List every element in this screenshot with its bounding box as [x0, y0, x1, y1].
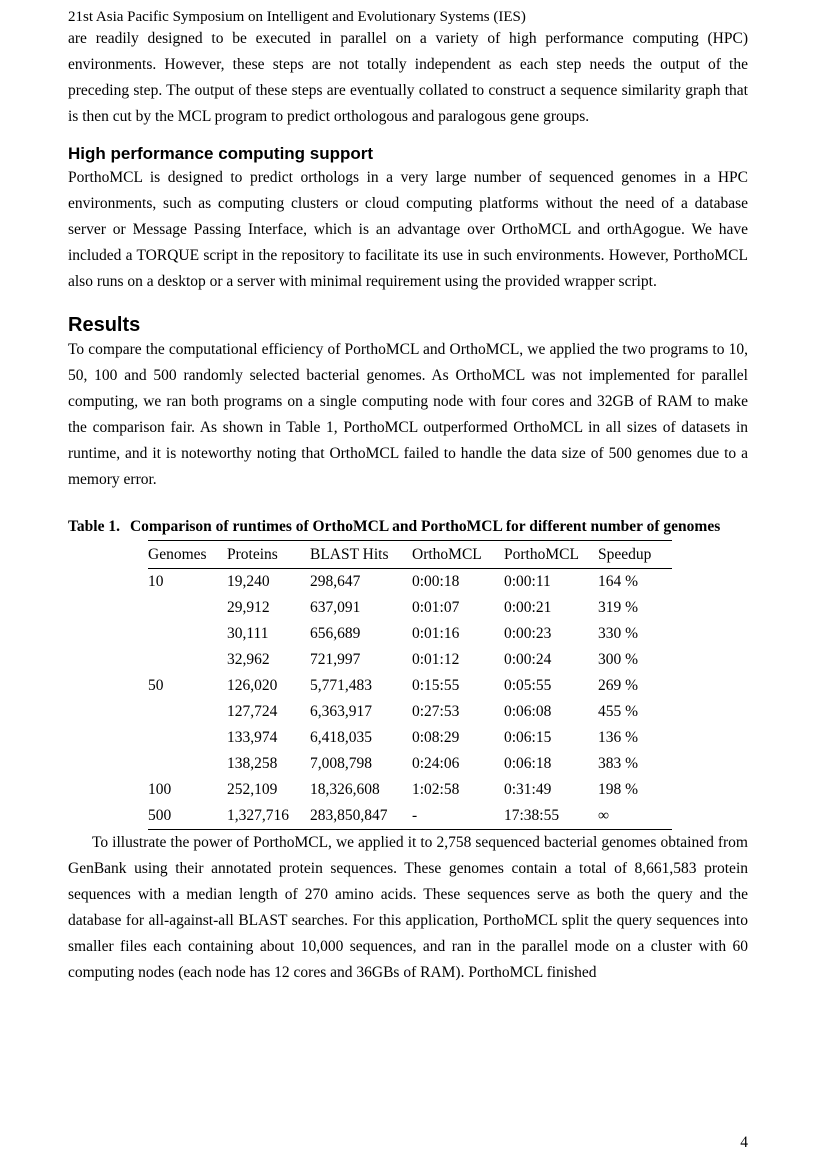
column-header-orthomcl: OrthoMCL: [412, 541, 504, 569]
table-cell: 198 %: [598, 781, 639, 798]
table-cell: 0:06:15: [504, 729, 552, 746]
table-cell: 100: [148, 781, 172, 798]
table-caption: [68, 514, 748, 540]
table-cell: [148, 621, 227, 647]
table-cell: 1,327,716: [227, 807, 289, 824]
table-cell: 656,689: [310, 625, 361, 642]
table-cell: 0:05:55: [504, 677, 552, 694]
table-cell: 330 %: [598, 625, 639, 642]
table-row: [148, 595, 672, 621]
table-cell: 0:00:11: [504, 573, 551, 590]
table-cell: 300 %: [598, 651, 639, 668]
table-cell: 10: [148, 573, 164, 590]
heading-hpc-support: High performance computing support: [68, 144, 374, 163]
table-cell: 0:27:53: [412, 703, 460, 720]
table-cell: 0:15:55: [412, 677, 460, 694]
table-cell: 269 %: [598, 677, 639, 694]
column-header-porthomcl: PorthoMCL: [504, 541, 598, 569]
table-cell: 19,240: [227, 573, 270, 590]
table-cell: 5,771,483: [310, 677, 372, 694]
table-cell: 319 %: [598, 599, 639, 616]
table-cell: 252,109: [227, 781, 278, 798]
table-cell: 0:06:18: [504, 755, 552, 772]
table-cell: 455 %: [598, 703, 639, 720]
table-cell: [148, 647, 227, 673]
table-cell: 721,997: [310, 651, 361, 668]
table-cell: 29,912: [227, 599, 270, 616]
table-cell: 7,008,798: [310, 755, 372, 772]
table-row: [148, 777, 672, 803]
table-row: [148, 699, 672, 725]
table-row: [148, 803, 672, 830]
table-cell: 0:00:24: [504, 651, 552, 668]
table-caption-text: Comparison of runtimes of OrthoMCL and PorthoMCL for different number of genomes: [129, 518, 721, 535]
table-cell: 164 %: [598, 573, 639, 590]
page-number: 4: [740, 1134, 748, 1151]
page-content: [68, 0, 748, 986]
table-row: [148, 569, 672, 596]
table-cell: [148, 751, 227, 777]
table-cell: 133,974: [227, 729, 278, 746]
table-cell: 50: [148, 677, 164, 694]
table-cell: 32,962: [227, 651, 270, 668]
table-cell: 283,850,847: [310, 807, 388, 824]
running-header: 21st Asia Pacific Symposium on Intelligent and Evolutionary Systems (IES): [68, 9, 526, 25]
column-header-proteins: Proteins: [227, 541, 310, 569]
paragraph-hpc-support: PorthoMCL is designed to predict orthologs in a very large number of sequenced genomes in a HPC environments, such as computing clusters or cloud computing platforms without the need of a database server or Message Passing Interface, which is an advantage over OrthoMCL and orthAgogue. We have included a TORQUE script in the repository to facilitate its use in such environments. However, PorthoMCL also runs on a desktop or a server with minimal requirement using the provided wrapper script.: [68, 169, 748, 290]
table-body: [148, 569, 672, 830]
column-header-speedup: Speedup: [598, 541, 672, 569]
table-cell: 1:02:58: [412, 781, 460, 798]
table-cell: 0:06:08: [504, 703, 552, 720]
table-cell: [148, 595, 227, 621]
table-cell: 500: [148, 807, 172, 824]
table-cell: 0:08:29: [412, 729, 460, 746]
table-cell: 0:00:23: [504, 625, 552, 642]
table-cell: 18,326,608: [310, 781, 380, 798]
table-cell: 637,091: [310, 599, 361, 616]
heading-results: Results: [68, 314, 141, 336]
table-cell: 6,418,035: [310, 729, 372, 746]
column-header-genomes: Genomes: [148, 541, 227, 569]
paragraph-intro: are readily designed to be executed in parallel on a variety of high performance computing (HPC) environments. However, these steps are not totally independent as each step needs the output of the preceding step. The output of these steps are eventually collated to construct a sequence similarity graph that is then cut by the MCL program to predict orthologous and paralogous gene groups.: [68, 30, 748, 125]
table-cell: 0:01:07: [412, 599, 460, 616]
table-cell: 0:00:18: [412, 573, 460, 590]
column-header-blast-hits: BLAST Hits: [310, 541, 412, 569]
table-cell: 0:01:12: [412, 651, 460, 668]
table-cell: 127,724: [227, 703, 278, 720]
table-cell: 30,111: [227, 625, 269, 642]
table-cell: ∞: [598, 807, 610, 824]
runtime-comparison-table: [148, 540, 672, 830]
table-cell: 298,647: [310, 573, 361, 590]
table-cell: 383 %: [598, 755, 639, 772]
table-cell: 17:38:55: [504, 807, 560, 824]
table-row: [148, 725, 672, 751]
table-cell: 0:00:21: [504, 599, 552, 616]
table-cell: 0:31:49: [504, 781, 552, 798]
table-cell: 6,363,917: [310, 703, 372, 720]
table-cell: 138,258: [227, 755, 278, 772]
table-caption-label: Table 1.: [68, 518, 120, 535]
table-cell: -: [412, 807, 418, 824]
table-header-row: [148, 541, 672, 569]
table-row: [148, 647, 672, 673]
table-row: [148, 673, 672, 699]
table-cell: 0:01:16: [412, 625, 460, 642]
table-row: [148, 621, 672, 647]
table-cell: 136 %: [598, 729, 639, 746]
table-cell: 126,020: [227, 677, 278, 694]
paragraph-application: To illustrate the power of PorthoMCL, we applied it to 2,758 sequenced bacterial genomes obtained from GenBank using their annotated protein sequences. These genomes contain a total of 8,661,583 protein sequences with a median length of 270 amino acids. These sequences serve as both the query and the database for all-against-all BLAST searches. For this application, PorthoMCL split the query sequences into smaller files each containing about 10,000 sequences, and ran in the parallel mode on a cluster with 60 computing nodes (each node has 12 cores and 36GBs of RAM). PorthoMCL finished: [68, 834, 748, 981]
table-header: [148, 541, 672, 569]
paragraph-results: To compare the computational efficiency of PorthoMCL and OrthoMCL, we applied the two programs to 10, 50, 100 and 500 randomly selected bacterial genomes. As OrthoMCL was not implemented for parallel computing, we ran both programs on a single computing node with four cores and 32GB of RAM to make the comparison fair. As shown in Table 1, PorthoMCL outperformed OrthoMCL in all sizes of datasets in runtime, and it is noteworthy noting that OrthoMCL failed to handle the data size of 500 genomes due to a memory error.: [68, 341, 748, 488]
table-cell: 0:24:06: [412, 755, 460, 772]
table-cell: [148, 699, 227, 725]
table-row: [148, 751, 672, 777]
table-cell: [148, 725, 227, 751]
